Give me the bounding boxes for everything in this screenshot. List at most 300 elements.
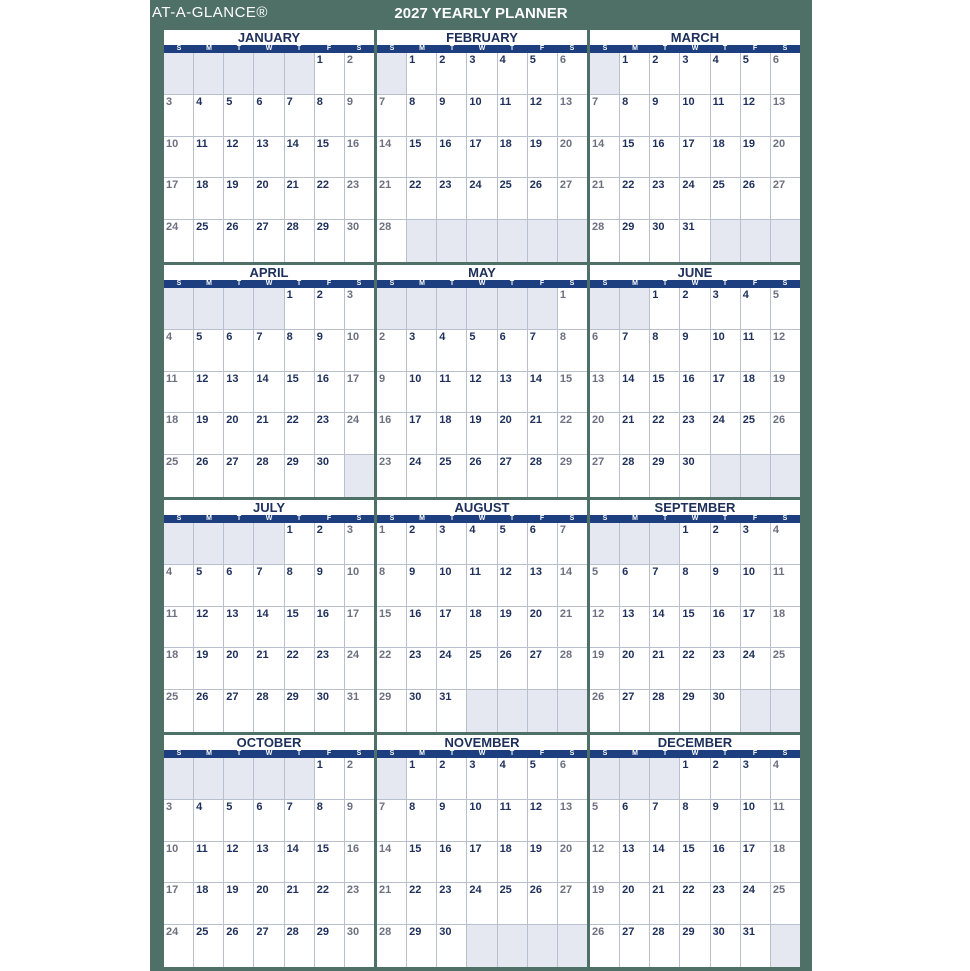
day-cell[interactable] [285,523,315,565]
day-cell[interactable] [680,178,710,220]
day-cell[interactable] [467,607,497,649]
day-cell[interactable] [771,288,800,330]
day-cell[interactable] [345,758,374,800]
day-cell[interactable] [680,842,710,884]
day-cell[interactable] [407,523,437,565]
day-cell[interactable] [650,220,680,262]
day-cell[interactable] [590,455,620,497]
day-cell[interactable] [194,95,224,137]
day-cell[interactable] [315,842,345,884]
day-cell[interactable] [224,800,254,842]
day-cell[interactable] [345,925,374,967]
day-cell[interactable] [741,330,771,372]
day-cell[interactable] [590,800,620,842]
day-cell[interactable] [315,758,345,800]
day-cell[interactable] [590,842,620,884]
day-cell[interactable] [650,690,680,732]
day-cell[interactable] [620,53,650,95]
day-cell[interactable] [377,413,407,455]
day-cell[interactable] [224,648,254,690]
day-cell[interactable] [315,883,345,925]
day-cell[interactable] [285,925,315,967]
day-cell[interactable] [528,137,558,179]
day-cell[interactable] [467,178,497,220]
day-cell[interactable] [650,288,680,330]
day-cell[interactable] [345,690,374,732]
day-cell[interactable] [224,925,254,967]
day-cell[interactable] [164,607,194,649]
day-cell[interactable] [498,95,528,137]
day-cell[interactable] [407,372,437,414]
day-cell[interactable] [741,925,771,967]
day-cell[interactable] [528,53,558,95]
day-cell[interactable] [711,178,741,220]
day-cell[interactable] [437,372,467,414]
day-cell[interactable] [437,842,467,884]
day-cell[interactable] [620,330,650,372]
day-cell[interactable] [680,372,710,414]
day-cell[interactable] [771,883,800,925]
day-cell[interactable] [254,800,284,842]
day-cell[interactable] [558,372,587,414]
day-cell[interactable] [164,883,194,925]
day-cell[interactable] [741,565,771,607]
day-cell[interactable] [224,607,254,649]
day-cell[interactable] [590,413,620,455]
day-cell[interactable] [194,137,224,179]
day-cell[interactable] [620,137,650,179]
day-cell[interactable] [711,648,741,690]
day-cell[interactable] [377,372,407,414]
day-cell[interactable] [467,53,497,95]
day-cell[interactable] [558,842,587,884]
day-cell[interactable] [711,690,741,732]
day-cell[interactable] [437,565,467,607]
day-cell[interactable] [224,178,254,220]
day-cell[interactable] [164,178,194,220]
day-cell[interactable] [680,288,710,330]
day-cell[interactable] [254,842,284,884]
day-cell[interactable] [650,95,680,137]
day-cell[interactable] [467,842,497,884]
day-cell[interactable] [680,523,710,565]
day-cell[interactable] [254,95,284,137]
day-cell[interactable] [498,758,528,800]
day-cell[interactable] [437,883,467,925]
day-cell[interactable] [711,925,741,967]
day-cell[interactable] [498,800,528,842]
day-cell[interactable] [407,758,437,800]
day-cell[interactable] [711,372,741,414]
day-cell[interactable] [528,413,558,455]
day-cell[interactable] [437,53,467,95]
day-cell[interactable] [711,800,741,842]
day-cell[interactable] [558,800,587,842]
day-cell[interactable] [590,690,620,732]
day-cell[interactable] [254,690,284,732]
day-cell[interactable] [467,800,497,842]
day-cell[interactable] [680,455,710,497]
day-cell[interactable] [680,690,710,732]
day-cell[interactable] [164,137,194,179]
day-cell[interactable] [590,95,620,137]
day-cell[interactable] [164,95,194,137]
day-cell[interactable] [771,565,800,607]
day-cell[interactable] [650,455,680,497]
day-cell[interactable] [711,330,741,372]
day-cell[interactable] [164,565,194,607]
day-cell[interactable] [194,330,224,372]
day-cell[interactable] [590,565,620,607]
day-cell[interactable] [558,288,587,330]
day-cell[interactable] [620,455,650,497]
day-cell[interactable] [437,413,467,455]
day-cell[interactable] [590,178,620,220]
day-cell[interactable] [650,137,680,179]
day-cell[interactable] [771,607,800,649]
day-cell[interactable] [194,178,224,220]
day-cell[interactable] [711,842,741,884]
day-cell[interactable] [558,413,587,455]
day-cell[interactable] [407,648,437,690]
day-cell[interactable] [528,648,558,690]
day-cell[interactable] [528,95,558,137]
day-cell[interactable] [377,95,407,137]
day-cell[interactable] [498,523,528,565]
day-cell[interactable] [771,53,800,95]
day-cell[interactable] [345,842,374,884]
day-cell[interactable] [407,95,437,137]
day-cell[interactable] [254,925,284,967]
day-cell[interactable] [437,758,467,800]
day-cell[interactable] [498,883,528,925]
day-cell[interactable] [650,607,680,649]
day-cell[interactable] [558,53,587,95]
day-cell[interactable] [315,523,345,565]
day-cell[interactable] [650,925,680,967]
day-cell[interactable] [620,842,650,884]
day-cell[interactable] [254,330,284,372]
day-cell[interactable] [315,178,345,220]
day-cell[interactable] [741,372,771,414]
day-cell[interactable] [741,178,771,220]
day-cell[interactable] [315,53,345,95]
day-cell[interactable] [194,690,224,732]
day-cell[interactable] [285,220,315,262]
day-cell[interactable] [194,413,224,455]
day-cell[interactable] [285,95,315,137]
day-cell[interactable] [285,690,315,732]
day-cell[interactable] [467,883,497,925]
day-cell[interactable] [771,842,800,884]
day-cell[interactable] [741,53,771,95]
day-cell[interactable] [771,330,800,372]
day-cell[interactable] [467,137,497,179]
day-cell[interactable] [467,330,497,372]
day-cell[interactable] [377,178,407,220]
day-cell[interactable] [285,842,315,884]
day-cell[interactable] [528,758,558,800]
day-cell[interactable] [650,842,680,884]
day-cell[interactable] [590,372,620,414]
day-cell[interactable] [680,883,710,925]
day-cell[interactable] [620,883,650,925]
day-cell[interactable] [377,455,407,497]
day-cell[interactable] [711,565,741,607]
day-cell[interactable] [528,178,558,220]
day-cell[interactable] [741,288,771,330]
day-cell[interactable] [528,565,558,607]
day-cell[interactable] [164,842,194,884]
day-cell[interactable] [285,648,315,690]
day-cell[interactable] [377,925,407,967]
day-cell[interactable] [407,842,437,884]
day-cell[interactable] [498,372,528,414]
day-cell[interactable] [345,800,374,842]
day-cell[interactable] [315,137,345,179]
day-cell[interactable] [164,800,194,842]
day-cell[interactable] [437,178,467,220]
day-cell[interactable] [680,758,710,800]
day-cell[interactable] [680,565,710,607]
day-cell[interactable] [741,607,771,649]
day-cell[interactable] [590,330,620,372]
day-cell[interactable] [650,53,680,95]
day-cell[interactable] [194,800,224,842]
day-cell[interactable] [467,758,497,800]
day-cell[interactable] [590,648,620,690]
day-cell[interactable] [224,372,254,414]
day-cell[interactable] [771,95,800,137]
day-cell[interactable] [711,883,741,925]
day-cell[interactable] [771,372,800,414]
day-cell[interactable] [345,372,374,414]
day-cell[interactable] [528,523,558,565]
day-cell[interactable] [498,178,528,220]
day-cell[interactable] [680,330,710,372]
day-cell[interactable] [650,800,680,842]
day-cell[interactable] [711,523,741,565]
day-cell[interactable] [345,330,374,372]
day-cell[interactable] [498,413,528,455]
day-cell[interactable] [377,690,407,732]
day-cell[interactable] [407,413,437,455]
day-cell[interactable] [650,178,680,220]
day-cell[interactable] [741,758,771,800]
day-cell[interactable] [558,758,587,800]
day-cell[interactable] [315,925,345,967]
day-cell[interactable] [528,607,558,649]
day-cell[interactable] [345,95,374,137]
day-cell[interactable] [558,455,587,497]
day-cell[interactable] [254,220,284,262]
day-cell[interactable] [680,95,710,137]
day-cell[interactable] [590,607,620,649]
day-cell[interactable] [650,883,680,925]
day-cell[interactable] [315,607,345,649]
day-cell[interactable] [467,372,497,414]
day-cell[interactable] [194,565,224,607]
day-cell[interactable] [345,288,374,330]
day-cell[interactable] [164,648,194,690]
day-cell[interactable] [711,607,741,649]
day-cell[interactable] [771,523,800,565]
day-cell[interactable] [741,842,771,884]
day-cell[interactable] [590,925,620,967]
day-cell[interactable] [711,137,741,179]
day-cell[interactable] [345,607,374,649]
day-cell[interactable] [711,288,741,330]
day-cell[interactable] [680,53,710,95]
day-cell[interactable] [315,455,345,497]
day-cell[interactable] [224,137,254,179]
day-cell[interactable] [620,178,650,220]
day-cell[interactable] [680,800,710,842]
day-cell[interactable] [407,137,437,179]
day-cell[interactable] [407,690,437,732]
day-cell[interactable] [437,455,467,497]
day-cell[interactable] [285,372,315,414]
day-cell[interactable] [377,523,407,565]
day-cell[interactable] [345,648,374,690]
day-cell[interactable] [437,607,467,649]
day-cell[interactable] [345,523,374,565]
day-cell[interactable] [377,137,407,179]
day-cell[interactable] [467,413,497,455]
day-cell[interactable] [345,883,374,925]
day-cell[interactable] [254,413,284,455]
day-cell[interactable] [741,883,771,925]
day-cell[interactable] [620,95,650,137]
day-cell[interactable] [498,53,528,95]
day-cell[interactable] [377,607,407,649]
day-cell[interactable] [498,842,528,884]
day-cell[interactable] [224,413,254,455]
day-cell[interactable] [315,648,345,690]
day-cell[interactable] [711,53,741,95]
day-cell[interactable] [467,455,497,497]
day-cell[interactable] [407,800,437,842]
day-cell[interactable] [164,372,194,414]
day-cell[interactable] [345,565,374,607]
day-cell[interactable] [407,925,437,967]
day-cell[interactable] [558,137,587,179]
day-cell[interactable] [650,330,680,372]
day-cell[interactable] [528,330,558,372]
day-cell[interactable] [437,330,467,372]
day-cell[interactable] [528,455,558,497]
day-cell[interactable] [254,455,284,497]
day-cell[interactable] [771,800,800,842]
day-cell[interactable] [741,413,771,455]
day-cell[interactable] [437,690,467,732]
day-cell[interactable] [741,523,771,565]
day-cell[interactable] [498,565,528,607]
day-cell[interactable] [558,178,587,220]
day-cell[interactable] [558,565,587,607]
day-cell[interactable] [194,455,224,497]
day-cell[interactable] [345,220,374,262]
day-cell[interactable] [558,330,587,372]
day-cell[interactable] [590,220,620,262]
day-cell[interactable] [377,220,407,262]
day-cell[interactable] [345,413,374,455]
day-cell[interactable] [498,330,528,372]
day-cell[interactable] [590,137,620,179]
day-cell[interactable] [285,288,315,330]
day-cell[interactable] [711,413,741,455]
day-cell[interactable] [345,53,374,95]
day-cell[interactable] [771,648,800,690]
day-cell[interactable] [467,95,497,137]
day-cell[interactable] [315,800,345,842]
day-cell[interactable] [467,523,497,565]
day-cell[interactable] [620,800,650,842]
day-cell[interactable] [345,178,374,220]
day-cell[interactable] [254,137,284,179]
day-cell[interactable] [711,758,741,800]
day-cell[interactable] [620,925,650,967]
day-cell[interactable] [315,372,345,414]
day-cell[interactable] [680,607,710,649]
day-cell[interactable] [407,330,437,372]
day-cell[interactable] [498,607,528,649]
day-cell[interactable] [711,95,741,137]
day-cell[interactable] [407,565,437,607]
day-cell[interactable] [194,648,224,690]
day-cell[interactable] [345,137,374,179]
day-cell[interactable] [194,883,224,925]
day-cell[interactable] [285,178,315,220]
day-cell[interactable] [254,372,284,414]
day-cell[interactable] [498,455,528,497]
day-cell[interactable] [680,137,710,179]
day-cell[interactable] [254,883,284,925]
day-cell[interactable] [620,413,650,455]
day-cell[interactable] [558,523,587,565]
day-cell[interactable] [437,800,467,842]
day-cell[interactable] [407,178,437,220]
day-cell[interactable] [315,413,345,455]
day-cell[interactable] [620,220,650,262]
day-cell[interactable] [620,648,650,690]
day-cell[interactable] [224,883,254,925]
day-cell[interactable] [771,413,800,455]
day-cell[interactable] [528,842,558,884]
day-cell[interactable] [254,178,284,220]
day-cell[interactable] [620,690,650,732]
day-cell[interactable] [620,607,650,649]
day-cell[interactable] [558,95,587,137]
day-cell[interactable] [650,565,680,607]
day-cell[interactable] [771,178,800,220]
day-cell[interactable] [164,413,194,455]
day-cell[interactable] [528,883,558,925]
day-cell[interactable] [224,690,254,732]
day-cell[interactable] [315,288,345,330]
day-cell[interactable] [558,648,587,690]
day-cell[interactable] [285,800,315,842]
day-cell[interactable] [285,883,315,925]
day-cell[interactable] [528,800,558,842]
day-cell[interactable] [315,220,345,262]
day-cell[interactable] [741,800,771,842]
day-cell[interactable] [164,690,194,732]
day-cell[interactable] [377,648,407,690]
day-cell[interactable] [224,95,254,137]
day-cell[interactable] [194,220,224,262]
day-cell[interactable] [254,565,284,607]
